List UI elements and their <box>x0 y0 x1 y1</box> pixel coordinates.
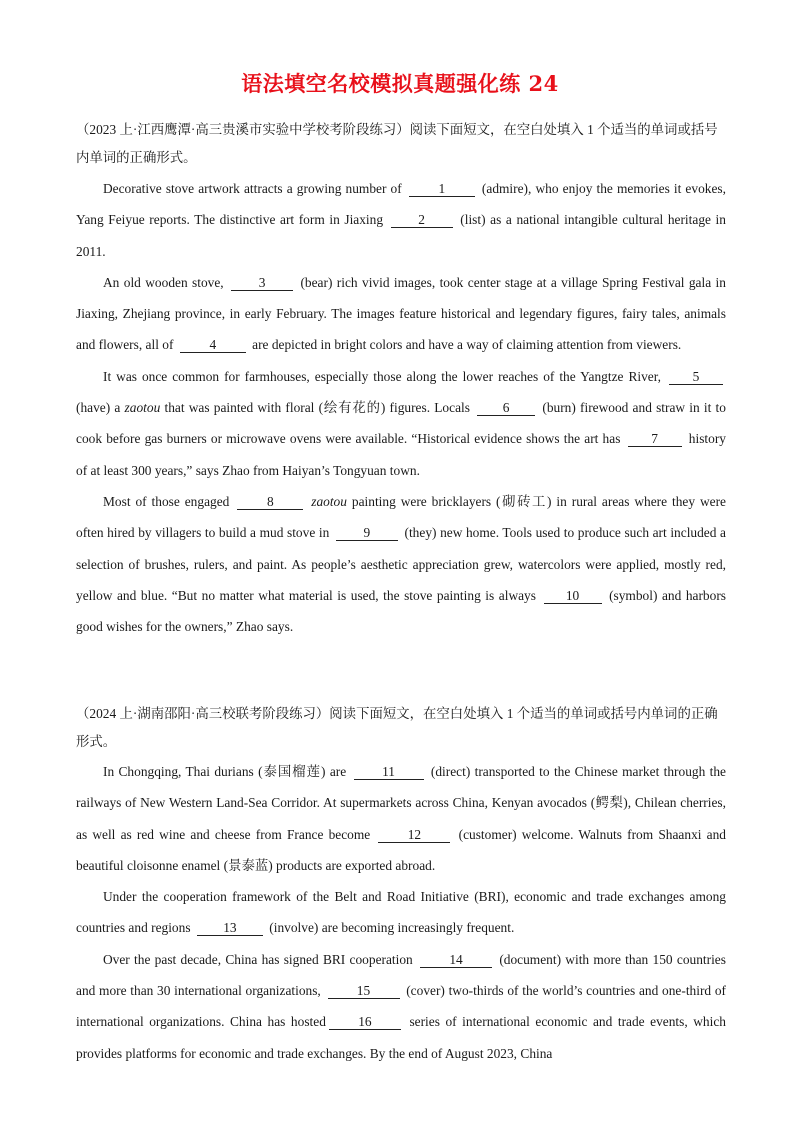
paragraph-text: series of international economic and trade events, which provides platforms for economic and trade exchanges. By the end of August 2023, China <box>76 1014 726 1061</box>
paragraph-text: In Chongqing, Thai durians (泰国榴莲) are <box>103 764 347 779</box>
paragraph-text: An old wooden stove, <box>103 274 224 290</box>
paragraph-text: Decorative stove artwork attracts a growing number of <box>103 181 402 196</box>
paragraph-text: (burn) firewood and straw in it to cook before gas burners or microwave ovens were available. “Historical evidence shows the art has <box>76 400 726 447</box>
blank-12[interactable]: 12 <box>378 827 450 843</box>
blank-15[interactable]: 15 <box>328 983 400 999</box>
paragraph-text: (list) as a national intangible cultural heritage in 2011. <box>76 212 726 259</box>
passage-1-paragraph-2 <box>76 267 726 361</box>
passage-2-body <box>76 756 726 1069</box>
page-title: 语法填空名校模拟真题强化练 24 <box>241 71 559 96</box>
blank-11[interactable]: 11 <box>354 764 424 780</box>
paragraph-text: It was once common for farmhouses, especially those along the lower reaches of the Yangtze River, <box>103 368 661 384</box>
passage-1 <box>76 116 726 172</box>
paragraph-text: (have) a <box>76 400 121 416</box>
paragraph-text: (involve) are becoming increasingly frequent. <box>269 920 515 936</box>
passage-1-paragraph-4 <box>76 486 726 642</box>
paragraph-text: (direct) transported to the Chinese market through the railways of New Western Land-Sea Corridor. At supermarkets across China, Kenyan avocados (鳄梨), Chilean cherries, as well as red wine and cheese from France become <box>76 764 726 842</box>
passage-2-paragraph-2 <box>76 881 726 944</box>
paragraph-text: (admire), who enjoy the memories it evokes, Yang Feiyue reports. The distinctive art form in Jiaxing <box>76 181 726 228</box>
paragraph-text: (bear) rich vivid images, took center stage at a village Spring Festival gala in Jiaxing, Zhejiang province, in early February. The images feature historical and legendary figures, fairy tales, animals and flowers, all of <box>76 274 726 353</box>
blank-5[interactable]: 5 <box>669 369 723 385</box>
blank-9[interactable]: 9 <box>336 525 398 541</box>
passage-1-paragraph-3 <box>76 361 726 486</box>
blank-1[interactable]: 1 <box>409 181 475 197</box>
paragraph-text: history of at least 300 years,” says Zhao from Haiyan’s Tongyuan town. <box>76 431 726 478</box>
italic-term: zaotou <box>311 493 347 509</box>
blank-7[interactable]: 7 <box>628 431 682 447</box>
paragraph-text: (cover) two-thirds of the world’s countries and one-third of international organizations. China has hosted <box>76 983 726 1030</box>
blank-16[interactable]: 16 <box>329 1014 401 1030</box>
paragraph-text: that was painted with floral (绘有花的) figures. Locals <box>164 400 470 416</box>
blank-10[interactable]: 10 <box>544 588 602 604</box>
passage-2-paragraph-3 <box>76 944 726 1069</box>
paragraph-text: Over the past decade, China has signed BRI cooperation <box>103 951 413 967</box>
paragraph-text: (document) with more than 150 countries and more than 30 international organizations, <box>76 951 726 999</box>
blank-3[interactable]: 3 <box>231 275 293 291</box>
blank-2[interactable]: 2 <box>391 212 453 228</box>
paragraph-text: (customer) welcome. Walnuts from Shaanxi and beautiful cloisonne enamel (景泰蓝) products are exported abroad. <box>76 826 727 873</box>
paragraph-text: painting were bricklayers (砌砖工) in rural areas where they were often hired by villagers to build a mud stove in <box>76 493 727 541</box>
passage-1-paragraph-1 <box>76 173 726 267</box>
blank-8[interactable]: 8 <box>237 494 303 510</box>
italic-term: zaotou <box>124 400 161 416</box>
paragraph-text: are depicted in bright colors and have a way of claiming attention from viewers. <box>252 337 682 353</box>
passage-1-instructions: （2023 上·江西鹰潭·高三贵溪市实验中学校考阶段练习）阅读下面短文，在空白处填入 1 个适当的单词或括号内单词的正确形式。 <box>76 122 718 165</box>
blank-6[interactable]: 6 <box>477 400 535 416</box>
paragraph-text: Most of those engaged <box>103 493 230 509</box>
blank-13[interactable]: 13 <box>197 920 263 936</box>
passage-2-instructions: （2024 上·湖南邵阳·高三校联考阶段练习）阅读下面短文，在空白处填入 1 个适当的单词或括号内单词的正确形式。 <box>76 706 718 749</box>
paragraph-text: Under the cooperation framework of the Belt and Road Initiative (BRI), economic and trade exchanges among countries and regions <box>76 889 726 936</box>
blank-4[interactable]: 4 <box>180 337 246 353</box>
blank-14[interactable]: 14 <box>420 952 492 968</box>
passage-1-body <box>76 173 726 642</box>
passage-2-paragraph-1 <box>76 756 726 881</box>
paragraph-text: (they) new home. Tools used to produce such art included a selection of brushes, rulers, and paint. As people’s aesthetic appreciation grew, watercolors were applied, mostly red, yellow and blue. “But no matter what material is used, the stove painting is always <box>76 525 726 603</box>
paragraph-text: (symbol) and harbors good wishes for the owners,” Zhao says. <box>76 587 726 635</box>
passage-2 <box>76 700 726 756</box>
